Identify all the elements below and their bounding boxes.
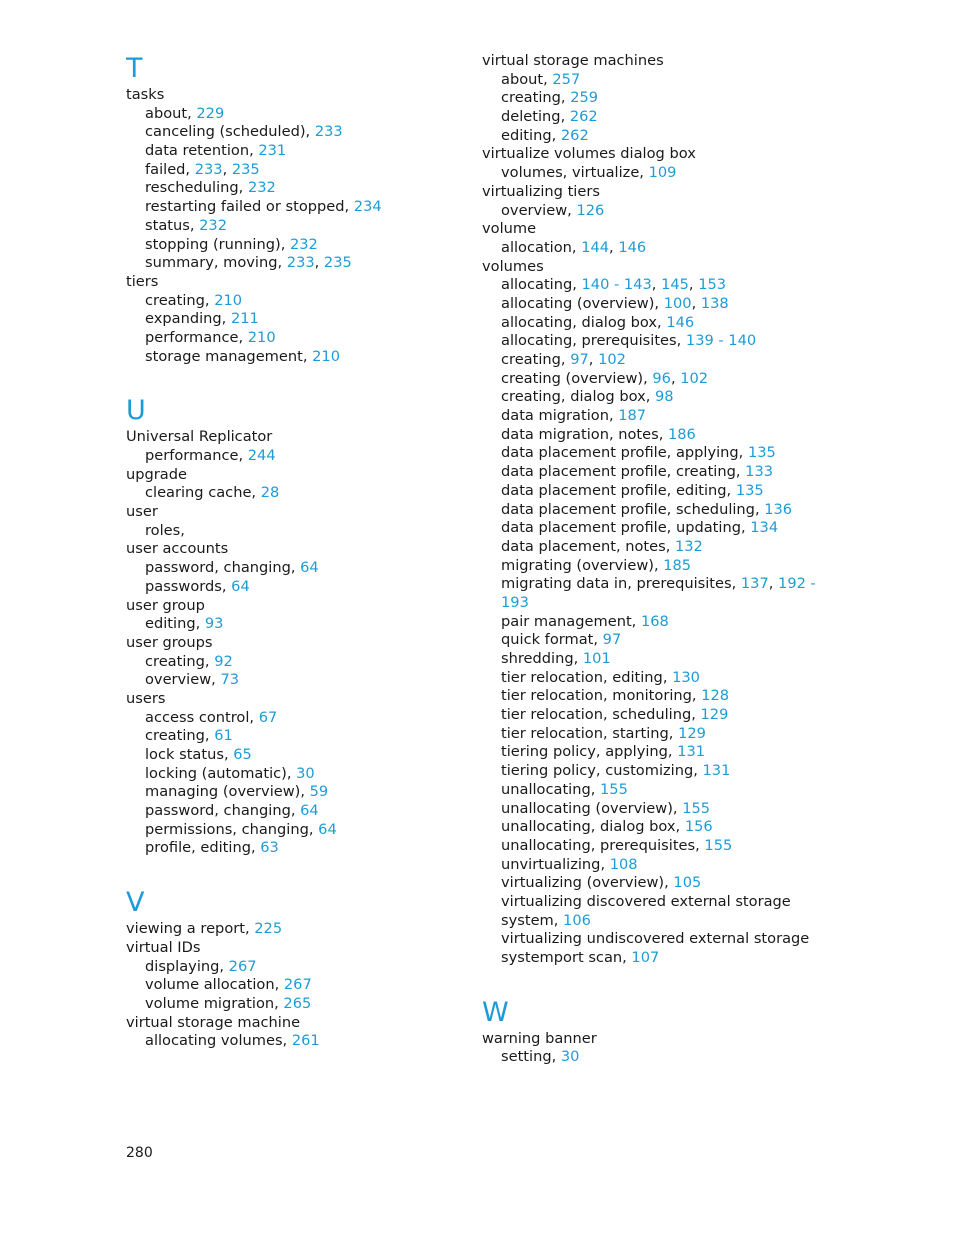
index-term: editing,: [145, 615, 205, 633]
index-subentry: [482, 949, 812, 968]
index-subentry: [482, 164, 812, 183]
page-link[interactable]: 233: [194, 160, 223, 178]
page-link[interactable]: 98: [655, 388, 674, 406]
index-subentry: [126, 348, 456, 367]
index-subentry: [126, 447, 456, 466]
index-subentry: [126, 142, 456, 161]
index-entry: [126, 634, 456, 653]
index-term: volume: [482, 220, 537, 238]
index-subentry: [126, 522, 456, 541]
page-link[interactable]: 136: [764, 500, 793, 518]
page-link[interactable]: 267: [283, 976, 312, 994]
page-link[interactable]: 135: [747, 444, 776, 462]
index-term: user groups: [126, 633, 213, 651]
page-link[interactable]: 73: [220, 671, 240, 689]
page-separator: ,: [609, 238, 619, 256]
index-subentry: [126, 198, 456, 217]
index-subentry: [482, 762, 812, 781]
page-number: 280: [126, 1145, 153, 1161]
index-subentry: [126, 559, 456, 578]
index-term: deleting,: [501, 108, 570, 126]
index-subentry: [482, 332, 812, 351]
index-term: allocating, dialog box,: [501, 313, 667, 331]
index-term: upgrade: [126, 465, 187, 483]
index-term: canceling (scheduled),: [145, 123, 315, 141]
page-link[interactable]: 108: [609, 855, 638, 873]
page-link[interactable]: 232: [247, 179, 276, 197]
index-term: data placement profile, applying,: [501, 444, 748, 462]
index-term: about,: [501, 70, 553, 88]
index-term: passwords,: [145, 577, 232, 595]
index-subentry: [482, 71, 812, 90]
page-link[interactable]: 210: [247, 328, 276, 346]
index-term: restarting failed or stopped,: [145, 198, 354, 216]
index-subentry: [126, 783, 456, 802]
page-link[interactable]: 28: [260, 484, 280, 502]
index-subentry: [482, 1048, 812, 1067]
page-link[interactable]: 65: [233, 746, 252, 763]
index-term: failed,: [145, 160, 195, 178]
index-term: virtualize volumes dialog box: [482, 145, 696, 163]
index-term: stopping (running),: [145, 235, 290, 253]
page-link[interactable]: 131: [702, 762, 731, 780]
index-term: pair management,: [501, 612, 641, 630]
index-subentry: [482, 89, 812, 108]
page-link[interactable]: 97: [602, 631, 622, 649]
index-term: user accounts: [126, 540, 229, 558]
page-link[interactable]: 261: [291, 1032, 320, 1050]
index-subentry: [482, 687, 812, 706]
page-link[interactable]: 138: [700, 294, 729, 312]
page-link[interactable]: 267: [228, 957, 257, 975]
index-entry: [126, 428, 456, 447]
page-link[interactable]: 233: [314, 123, 343, 141]
index-subentry: [126, 958, 456, 977]
index-subentry: [482, 912, 812, 931]
index-term: performance,: [145, 447, 248, 464]
index-subentry: [482, 650, 812, 669]
index-term: unallocating, dialog box,: [501, 818, 685, 836]
index-entry: [126, 540, 456, 559]
page-link[interactable]: 155: [682, 799, 711, 817]
page-separator: ,: [670, 369, 681, 387]
page-link[interactable]: 145: [661, 276, 689, 294]
index-subentry: [126, 105, 456, 124]
index-subentry: [482, 631, 812, 650]
index-term: about,: [145, 104, 197, 122]
index-subentry: [126, 217, 456, 236]
index-subentry: [482, 407, 812, 426]
page-link[interactable]: 186: [667, 425, 696, 443]
section-spacer: [126, 858, 456, 886]
index-term: volumes, virtualize,: [501, 164, 649, 182]
page-link[interactable]: 92: [214, 652, 233, 670]
index-term: profile, editing,: [145, 839, 261, 857]
index-subentry: [482, 482, 812, 501]
index-term: performance,: [145, 328, 248, 346]
index-subentry: [482, 800, 812, 819]
index-term: access control,: [145, 708, 259, 726]
page-link[interactable]: 64: [318, 820, 337, 838]
index-term: unallocating (overview),: [501, 799, 683, 817]
page-link[interactable]: 100: [663, 294, 692, 312]
page-link[interactable]: 144: [581, 238, 610, 256]
index-term: data placement profile, editing,: [501, 481, 736, 499]
page-separator: ,: [588, 351, 599, 368]
index-subentry: [482, 519, 812, 538]
index-entry: [482, 1030, 812, 1049]
index-entry: [126, 690, 456, 709]
index-term: creating,: [145, 727, 215, 745]
index-term: data placement profile, scheduling,: [501, 500, 765, 518]
index-subentry: [482, 781, 812, 800]
index-subentry: [482, 538, 812, 557]
index-entry: [126, 273, 456, 292]
page-link[interactable]: 64: [300, 559, 319, 577]
index-subentry: [482, 669, 812, 688]
index-term: allocating volumes,: [145, 1032, 292, 1050]
index-subentry: [126, 653, 456, 672]
index-subentry: [482, 613, 812, 632]
page-link[interactable]: 139 - 140: [685, 332, 757, 350]
index-term: data placement profile, updating,: [501, 519, 751, 537]
page-link[interactable]: 102: [680, 369, 709, 387]
index-entry: [482, 220, 812, 239]
index-subentry: [126, 254, 456, 273]
page-link[interactable]: 96: [652, 369, 671, 387]
index-subentry: [482, 444, 812, 463]
page-link[interactable]: 257: [552, 70, 581, 88]
page-separator: ,: [768, 575, 779, 593]
page-link[interactable]: 262: [569, 108, 598, 126]
index-term: tiering policy, customizing,: [501, 762, 703, 780]
index-entry: [482, 183, 812, 202]
page-link[interactable]: 30: [296, 764, 315, 782]
index-term: virtual storage machines: [482, 52, 664, 69]
page-link[interactable]: 153: [698, 276, 727, 294]
index-term: summary, moving,: [145, 254, 287, 272]
index-entry: [126, 597, 456, 616]
index-term: virtual IDs: [126, 938, 201, 956]
page-link[interactable]: 235: [231, 160, 260, 178]
index-term: tier relocation, starting,: [501, 724, 679, 742]
index-subentry: [126, 1032, 456, 1051]
page-link[interactable]: 93: [204, 615, 224, 633]
index-term: rescheduling,: [145, 179, 248, 197]
page-link[interactable]: 235: [323, 254, 352, 272]
index-term: users: [126, 689, 166, 707]
page-separator: ,: [222, 160, 232, 178]
page-link[interactable]: 97: [570, 351, 589, 368]
index-term: storage management,: [145, 347, 313, 365]
index-subentry: [482, 370, 812, 389]
index-subentry: [482, 127, 812, 146]
page-link[interactable]: 105: [673, 874, 702, 892]
index-subentry: [482, 743, 812, 762]
page-link[interactable]: 234: [353, 198, 382, 216]
page-link[interactable]: 67: [258, 708, 278, 726]
index-term: data migration, notes,: [501, 425, 668, 443]
index-term: volume allocation,: [145, 976, 284, 994]
index-subentry: [126, 236, 456, 255]
section-letter: V: [126, 887, 145, 919]
index-term: locking (automatic),: [145, 764, 297, 782]
index-subentry: [126, 161, 456, 180]
page-link[interactable]: 109: [648, 164, 677, 182]
index-term: volume migration,: [145, 994, 284, 1012]
page-link[interactable]: 133: [745, 463, 774, 481]
index-subentry: [482, 818, 812, 837]
index-subentry: [126, 765, 456, 784]
index-subentry: [482, 706, 812, 725]
index-subentry: [482, 725, 812, 744]
page-link[interactable]: 135: [735, 481, 764, 499]
page-link[interactable]: 233: [286, 254, 315, 272]
index-subentry: [482, 874, 812, 893]
page-link[interactable]: 232: [289, 235, 318, 253]
index-subentry: [126, 995, 456, 1014]
index-subentry: [482, 856, 812, 875]
page-link[interactable]: 265: [283, 994, 312, 1012]
page-link[interactable]: 64: [300, 802, 319, 820]
section-spacer: [126, 366, 456, 394]
page-link[interactable]: 130: [672, 668, 700, 686]
index-term: allocation,: [501, 238, 582, 256]
index-subentry: [126, 484, 456, 503]
index-term: overview,: [501, 201, 577, 219]
page-link[interactable]: 262: [560, 126, 589, 144]
index-term: tier relocation, monitoring,: [501, 687, 702, 705]
index-subentry: [126, 329, 456, 348]
index-term: creating (overview),: [501, 369, 653, 387]
page-separator: ,: [688, 276, 699, 294]
section-letter: W: [482, 996, 509, 1028]
index-term: virtualizing discovered external storage: [501, 892, 791, 910]
index-column-left: [126, 52, 456, 1051]
index-entry: [482, 145, 812, 164]
index-term: roles,: [145, 521, 185, 539]
page-link[interactable]: 168: [640, 612, 669, 630]
index-term: overview,: [145, 671, 221, 689]
index-subentry: [126, 802, 456, 821]
page-link[interactable]: 193: [501, 593, 529, 611]
index-term: viewing a report,: [126, 920, 255, 938]
page-link[interactable]: 156: [684, 818, 713, 836]
section-letter: T: [126, 53, 143, 84]
page-link[interactable]: 146: [618, 238, 647, 256]
index-term: user group: [126, 596, 205, 614]
page-link[interactable]: 185: [663, 556, 692, 574]
page-link[interactable]: 61: [214, 727, 233, 745]
index-term: virtualizing (overview),: [501, 874, 674, 892]
index-term: virtual storage machine: [126, 1013, 301, 1031]
index-term: virtualizing undiscovered external storage: [501, 930, 810, 948]
index-term: migrating (overview),: [501, 556, 664, 574]
index-term: clearing cache,: [145, 484, 261, 502]
index-term: expanding,: [145, 310, 231, 328]
index-subentry: [482, 426, 812, 445]
page-link[interactable]: 134: [750, 519, 779, 537]
index-term: user: [126, 503, 158, 521]
index-subentry: [482, 202, 812, 221]
page-separator: ,: [314, 254, 324, 272]
index-subentry: [126, 709, 456, 728]
index-term: shredding,: [501, 650, 583, 667]
index-term: password, changing,: [145, 802, 301, 820]
index-term: system,: [501, 911, 564, 929]
index-subentry: [482, 594, 812, 613]
index-term: data placement, notes,: [501, 537, 675, 555]
index-term: data placement profile, creating,: [501, 463, 746, 481]
index-subentry: [126, 727, 456, 746]
index-term: warning banner: [482, 1029, 597, 1047]
page-link[interactable]: 210: [312, 347, 340, 365]
index-entry: [126, 920, 456, 939]
page-link[interactable]: 210: [214, 291, 243, 309]
page-link[interactable]: 126: [576, 201, 605, 219]
page-link[interactable]: 129: [700, 706, 729, 724]
index-term: creating,: [501, 89, 571, 107]
page-link[interactable]: 101: [582, 650, 611, 667]
index-term: password, changing,: [145, 559, 301, 577]
index-subentry: [482, 351, 812, 370]
index-term: volumes: [482, 257, 544, 275]
page-link[interactable]: 131: [677, 743, 706, 761]
page-link[interactable]: 146: [666, 313, 695, 331]
index-term: data migration,: [501, 407, 619, 425]
index-term: lock status,: [145, 746, 234, 763]
page-link[interactable]: 63: [260, 839, 279, 857]
index-subentry: [482, 837, 812, 856]
index-subentry: [482, 108, 812, 127]
index-term: tier relocation, editing,: [501, 668, 673, 686]
index-term: managing (overview),: [145, 783, 310, 801]
index-term: tier relocation, scheduling,: [501, 706, 701, 724]
index-subentry: [482, 575, 816, 594]
page-link[interactable]: 140 - 143: [581, 276, 652, 294]
index-term: allocating, prerequisites,: [501, 332, 686, 350]
index-subentry: [482, 893, 812, 912]
index-subentry: [482, 295, 812, 314]
page-link[interactable]: 155: [704, 836, 733, 854]
index-entry: [482, 258, 812, 277]
page-link[interactable]: 129: [678, 724, 706, 742]
page-link[interactable]: 155: [600, 780, 628, 798]
index-entry: [126, 939, 456, 958]
index-subentry: [482, 314, 812, 333]
index-subentry: [482, 388, 812, 407]
index-subentry: [126, 976, 456, 995]
index-term: tiering policy, applying,: [501, 743, 678, 761]
index-subentry: [482, 930, 812, 949]
page-link[interactable]: 106: [563, 911, 591, 929]
page-separator: ,: [651, 276, 662, 294]
index-entry: [126, 1014, 456, 1033]
page-link[interactable]: 211: [230, 310, 259, 328]
index-term: tasks: [126, 86, 165, 103]
index-term: status,: [145, 216, 200, 234]
index-entry: [126, 86, 456, 105]
index-subentry: [126, 746, 456, 765]
index-term: creating,: [501, 351, 571, 368]
index-term: tiers: [126, 272, 159, 290]
index-term: displaying,: [145, 957, 229, 975]
index-term: creating,: [145, 652, 215, 670]
index-term: permissions, changing,: [145, 820, 319, 838]
index-term: virtualizing tiers: [482, 182, 600, 200]
page-link[interactable]: 244: [247, 447, 276, 464]
index-term: allocating,: [501, 276, 582, 294]
page-link[interactable]: 30: [560, 1048, 580, 1066]
index-subentry: [482, 239, 812, 258]
index-term: data retention,: [145, 142, 259, 160]
index-entry: [482, 52, 812, 71]
index-entry: [126, 466, 456, 485]
index-subentry: [126, 310, 456, 329]
page-link[interactable]: 259: [570, 89, 599, 107]
page-link[interactable]: 137: [740, 575, 769, 593]
index-term: allocating (overview),: [501, 294, 664, 312]
page-separator: ,: [691, 294, 701, 312]
index-term: systemport scan,: [501, 949, 632, 966]
section-letter: U: [126, 395, 146, 427]
index-subentry: [482, 276, 812, 295]
index-subentry: [126, 615, 456, 634]
index-term: unallocating,: [501, 780, 601, 798]
index-term: editing,: [501, 126, 561, 144]
index-subentry: [482, 501, 812, 520]
page-link[interactable]: 59: [309, 783, 329, 801]
index-term: Universal Replicator: [126, 428, 273, 446]
index-term: unallocating, prerequisites,: [501, 836, 705, 854]
index-term: quick format,: [501, 631, 603, 649]
index-column-right: [482, 52, 816, 1067]
page-link[interactable]: 107: [631, 949, 660, 966]
index-subentry: [482, 557, 812, 576]
page-link[interactable]: 102: [598, 351, 626, 368]
page-link[interactable]: 231: [258, 142, 287, 160]
index-entry: [126, 503, 456, 522]
index-subentry: [126, 123, 456, 142]
page-link[interactable]: 64: [231, 577, 250, 595]
page-link[interactable]: 232: [199, 216, 227, 234]
page-link[interactable]: 187: [618, 407, 647, 425]
page-link[interactable]: 128: [701, 687, 730, 705]
section-spacer: [482, 968, 812, 996]
page-link[interactable]: 192 -: [778, 575, 816, 593]
index-subentry: [126, 839, 456, 858]
index-term: creating, dialog box,: [501, 388, 655, 406]
index-subentry: [126, 671, 456, 690]
index-subentry: [126, 292, 456, 311]
page-link[interactable]: 132: [674, 537, 703, 555]
page-link[interactable]: 225: [254, 920, 283, 938]
index-subentry: [482, 463, 812, 482]
index-term: unvirtualizing,: [501, 855, 610, 873]
index-subentry: [126, 821, 456, 840]
index-term: creating,: [145, 291, 215, 309]
index-term: migrating data in, prerequisites,: [501, 575, 741, 593]
index-subentry: [126, 578, 456, 597]
index-term: setting,: [501, 1048, 561, 1066]
page-link[interactable]: 229: [196, 104, 225, 122]
index-subentry: [126, 179, 456, 198]
